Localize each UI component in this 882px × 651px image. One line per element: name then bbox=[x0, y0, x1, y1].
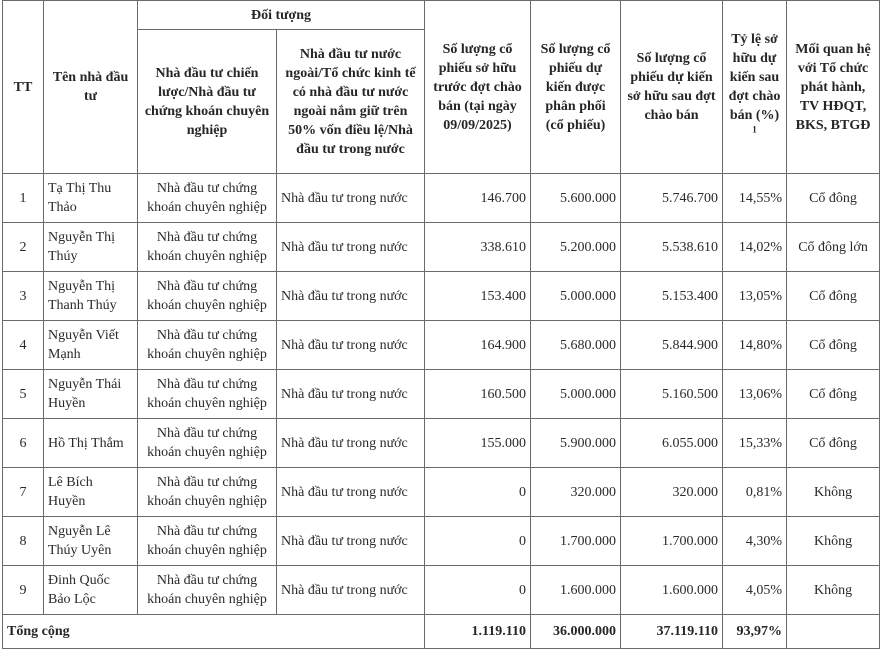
cell-allocated: 5.600.000 bbox=[531, 174, 621, 223]
table-row bbox=[3, 419, 880, 468]
cell-ratio: 15,33% bbox=[723, 419, 787, 468]
cell-relation: Cổ đông bbox=[787, 370, 880, 419]
cell-type2: Nhà đầu tư trong nước bbox=[277, 468, 425, 517]
cell-before: 155.000 bbox=[425, 419, 531, 468]
header-strategic-professional: Nhà đầu tư chiến lược/Nhà đầu tư chứng khoán chuyên nghiệp bbox=[138, 30, 277, 174]
cell-type1: Nhà đầu tư chứng khoán chuyên nghiệp bbox=[138, 370, 277, 419]
table-row bbox=[3, 174, 880, 223]
cell-after: 1.600.000 bbox=[621, 566, 723, 615]
cell-before: 0 bbox=[425, 468, 531, 517]
cell-after: 5.844.900 bbox=[621, 321, 723, 370]
cell-name: Lê Bích Huyền bbox=[44, 468, 138, 517]
cell-before: 160.500 bbox=[425, 370, 531, 419]
cell-before: 0 bbox=[425, 517, 531, 566]
cell-ratio: 14,02% bbox=[723, 223, 787, 272]
cell-relation: Cổ đông bbox=[787, 174, 880, 223]
header-foreign-domestic: Nhà đầu tư nước ngoài/Tổ chức kinh tế có nhà đầu tư nước ngoài nắm giữ trên 50% vốn điều lệ/Nhà đầu tư trong nước bbox=[277, 30, 425, 174]
cell-after: 5.160.500 bbox=[621, 370, 723, 419]
cell-after: 5.538.610 bbox=[621, 223, 723, 272]
table-row bbox=[3, 566, 880, 615]
cell-type1: Nhà đầu tư chứng khoán chuyên nghiệp bbox=[138, 174, 277, 223]
cell-tt: 7 bbox=[3, 468, 44, 517]
total-before: 1.119.110 bbox=[425, 615, 531, 649]
cell-relation: Không bbox=[787, 566, 880, 615]
cell-name: Nguyễn Lê Thúy Uyên bbox=[44, 517, 138, 566]
cell-type1: Nhà đầu tư chứng khoán chuyên nghiệp bbox=[138, 468, 277, 517]
cell-type1: Nhà đầu tư chứng khoán chuyên nghiệp bbox=[138, 419, 277, 468]
cell-relation: Cổ đông bbox=[787, 321, 880, 370]
cell-type2: Nhà đầu tư trong nước bbox=[277, 419, 425, 468]
table-row bbox=[3, 321, 880, 370]
cell-tt: 3 bbox=[3, 272, 44, 321]
cell-relation: Không bbox=[787, 517, 880, 566]
table-row bbox=[3, 223, 880, 272]
cell-ratio: 14,55% bbox=[723, 174, 787, 223]
cell-name: Nguyễn Thái Huyền bbox=[44, 370, 138, 419]
cell-tt: 8 bbox=[3, 517, 44, 566]
header-row-top bbox=[3, 1, 880, 30]
header-group-doi-tuong: Đối tượng bbox=[138, 1, 425, 30]
cell-after: 320.000 bbox=[621, 468, 723, 517]
cell-name: Tạ Thị Thu Thảo bbox=[44, 174, 138, 223]
investor-allocation-table bbox=[2, 0, 880, 649]
cell-type2: Nhà đầu tư trong nước bbox=[277, 370, 425, 419]
cell-allocated: 320.000 bbox=[531, 468, 621, 517]
total-after: 37.119.110 bbox=[621, 615, 723, 649]
cell-before: 146.700 bbox=[425, 174, 531, 223]
cell-name: Hồ Thị Thắm bbox=[44, 419, 138, 468]
cell-name: Nguyễn Viết Mạnh bbox=[44, 321, 138, 370]
cell-allocated: 5.200.000 bbox=[531, 223, 621, 272]
cell-after: 6.055.000 bbox=[621, 419, 723, 468]
cell-type1: Nhà đầu tư chứng khoán chuyên nghiệp bbox=[138, 517, 277, 566]
cell-tt: 2 bbox=[3, 223, 44, 272]
cell-type1: Nhà đầu tư chứng khoán chuyên nghiệp bbox=[138, 272, 277, 321]
cell-type2: Nhà đầu tư trong nước bbox=[277, 517, 425, 566]
cell-ratio: 4,30% bbox=[723, 517, 787, 566]
cell-type2: Nhà đầu tư trong nước bbox=[277, 174, 425, 223]
header-ownership-ratio-label: Tỷ lệ sở hữu dự kiến sau đợt chào bán (%) bbox=[728, 32, 781, 123]
header-shares-after: Số lượng cổ phiếu dự kiến sở hữu sau đợt chào bán bbox=[621, 1, 723, 174]
cell-relation: Cổ đông lớn bbox=[787, 223, 880, 272]
total-relation bbox=[787, 615, 880, 649]
cell-tt: 1 bbox=[3, 174, 44, 223]
cell-after: 5.153.400 bbox=[621, 272, 723, 321]
header-tt: TT bbox=[3, 1, 44, 174]
cell-ratio: 0,81% bbox=[723, 468, 787, 517]
total-allocated: 36.000.000 bbox=[531, 615, 621, 649]
cell-relation: Cổ đông bbox=[787, 419, 880, 468]
cell-ratio: 4,05% bbox=[723, 566, 787, 615]
header-shares-before: Số lượng cổ phiếu sở hữu trước đợt chào bán (tại ngày 09/09/2025) bbox=[425, 1, 531, 174]
cell-allocated: 5.900.000 bbox=[531, 419, 621, 468]
cell-ratio: 13,06% bbox=[723, 370, 787, 419]
cell-type2: Nhà đầu tư trong nước bbox=[277, 272, 425, 321]
cell-tt: 9 bbox=[3, 566, 44, 615]
cell-type1: Nhà đầu tư chứng khoán chuyên nghiệp bbox=[138, 321, 277, 370]
cell-allocated: 5.000.000 bbox=[531, 272, 621, 321]
cell-after: 5.746.700 bbox=[621, 174, 723, 223]
cell-type2: Nhà đầu tư trong nước bbox=[277, 223, 425, 272]
cell-tt: 4 bbox=[3, 321, 44, 370]
total-ratio: 93,97% bbox=[723, 615, 787, 649]
cell-allocated: 5.000.000 bbox=[531, 370, 621, 419]
table-row bbox=[3, 468, 880, 517]
cell-allocated: 5.680.000 bbox=[531, 321, 621, 370]
cell-ratio: 13,05% bbox=[723, 272, 787, 321]
cell-type1: Nhà đầu tư chứng khoán chuyên nghiệp bbox=[138, 223, 277, 272]
cell-tt: 5 bbox=[3, 370, 44, 419]
cell-type2: Nhà đầu tư trong nước bbox=[277, 321, 425, 370]
table-row bbox=[3, 517, 880, 566]
header-ownership-ratio bbox=[723, 1, 787, 174]
cell-name: Đinh Quốc Bảo Lộc bbox=[44, 566, 138, 615]
cell-allocated: 1.600.000 bbox=[531, 566, 621, 615]
cell-relation: Cổ đông bbox=[787, 272, 880, 321]
table-row bbox=[3, 272, 880, 321]
cell-ratio: 14,80% bbox=[723, 321, 787, 370]
header-relationship: Mối quan hệ với Tổ chức phát hành, TV HĐQT, BKS, BTGĐ bbox=[787, 1, 880, 174]
cell-before: 164.900 bbox=[425, 321, 531, 370]
cell-before: 0 bbox=[425, 566, 531, 615]
cell-before: 338.610 bbox=[425, 223, 531, 272]
header-shares-allocated: Số lượng cổ phiếu dự kiến được phân phối (cổ phiếu) bbox=[531, 1, 621, 174]
cell-relation: Không bbox=[787, 468, 880, 517]
table-row bbox=[3, 370, 880, 419]
cell-name: Nguyễn Thị Thanh Thúy bbox=[44, 272, 138, 321]
footnote-marker: 1 bbox=[752, 124, 757, 135]
cell-type1: Nhà đầu tư chứng khoán chuyên nghiệp bbox=[138, 566, 277, 615]
cell-after: 1.700.000 bbox=[621, 517, 723, 566]
total-label: Tổng cộng bbox=[3, 615, 425, 649]
cell-before: 153.400 bbox=[425, 272, 531, 321]
cell-name: Nguyễn Thị Thúy bbox=[44, 223, 138, 272]
cell-allocated: 1.700.000 bbox=[531, 517, 621, 566]
cell-tt: 6 bbox=[3, 419, 44, 468]
total-row bbox=[3, 615, 880, 649]
cell-type2: Nhà đầu tư trong nước bbox=[277, 566, 425, 615]
header-investor-name: Tên nhà đầu tư bbox=[44, 1, 138, 174]
